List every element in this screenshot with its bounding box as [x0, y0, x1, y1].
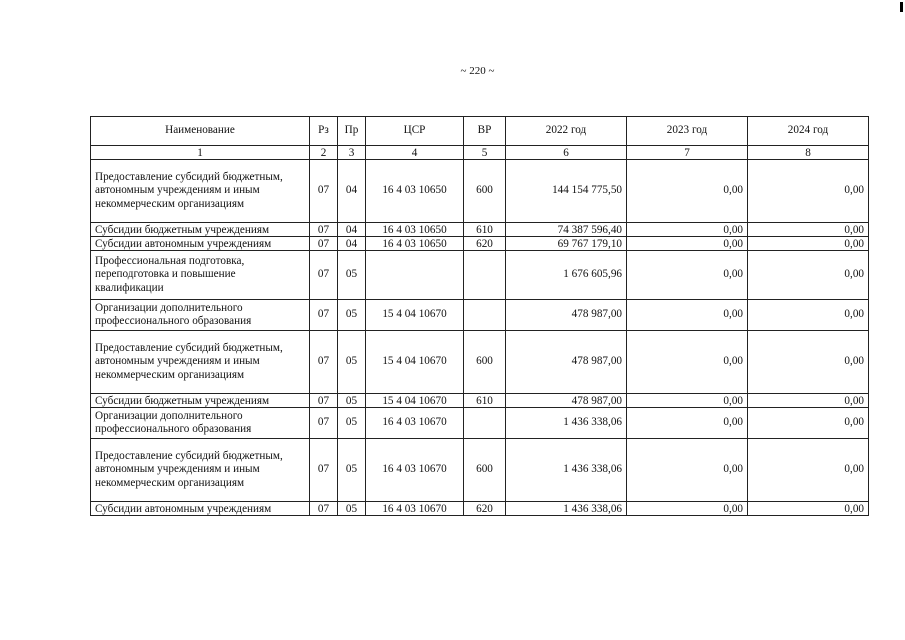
row-2024: 0,00: [748, 408, 869, 439]
row-name: Предоставление субсидий бюджетным, автономным учреждениям и иным некоммерческим организациям: [91, 160, 310, 223]
table-row: [91, 394, 869, 408]
row-vr: 620: [464, 237, 506, 251]
index-row: [91, 146, 869, 160]
page-number: ~ 220 ~: [460, 65, 495, 77]
index-cell: 4: [366, 146, 464, 160]
table-row: [91, 300, 869, 331]
row-rz: 07: [310, 160, 338, 223]
index-cell: 5: [464, 146, 506, 160]
row-csr: 15 4 04 10670: [366, 300, 464, 331]
row-2022: 478 987,00: [506, 300, 627, 331]
row-vr: 610: [464, 223, 506, 237]
row-vr: [464, 300, 506, 331]
table-row: [91, 251, 869, 300]
row-2023: 0,00: [627, 160, 748, 223]
row-name: Предоставление субсидий бюджетным, автономным учреждениям и иным некоммерческим организациям: [91, 439, 310, 502]
index-cell: 2: [310, 146, 338, 160]
row-2022: 144 154 775,50: [506, 160, 627, 223]
table-row: [91, 331, 869, 394]
row-pr: 05: [338, 300, 366, 331]
row-vr: 620: [464, 502, 506, 516]
row-2023: 0,00: [627, 251, 748, 300]
header-2023: 2023 год: [627, 117, 748, 146]
row-name: Субсидии автономным учреждениям: [91, 237, 310, 251]
row-2023: 0,00: [627, 408, 748, 439]
row-pr: 04: [338, 223, 366, 237]
row-2022: 478 987,00: [506, 394, 627, 408]
row-rz: 07: [310, 408, 338, 439]
row-pr: 05: [338, 331, 366, 394]
row-pr: 05: [338, 502, 366, 516]
index-cell: 1: [91, 146, 310, 160]
index-cell: 3: [338, 146, 366, 160]
row-2023: 0,00: [627, 237, 748, 251]
row-vr: 600: [464, 439, 506, 502]
row-csr: 15 4 04 10670: [366, 394, 464, 408]
row-2022: 1 436 338,06: [506, 408, 627, 439]
row-2024: 0,00: [748, 223, 869, 237]
row-2024: 0,00: [748, 394, 869, 408]
index-cell: 7: [627, 146, 748, 160]
row-2023: 0,00: [627, 439, 748, 502]
table-row: [91, 502, 869, 516]
row-2024: 0,00: [748, 160, 869, 223]
row-name: Предоставление субсидий бюджетным, автономным учреждениям и иным некоммерческим организациям: [91, 331, 310, 394]
row-vr: 600: [464, 331, 506, 394]
row-2022: 1 676 605,96: [506, 251, 627, 300]
row-csr: 16 4 03 10670: [366, 408, 464, 439]
row-vr: 600: [464, 160, 506, 223]
header-rz: Рз: [310, 117, 338, 146]
row-csr: 15 4 04 10670: [366, 331, 464, 394]
row-pr: 05: [338, 394, 366, 408]
edge-mark: [900, 2, 903, 12]
header-2024: 2024 год: [748, 117, 869, 146]
table-row: [91, 223, 869, 237]
row-csr: 16 4 03 10670: [366, 439, 464, 502]
header-csr: ЦСР: [366, 117, 464, 146]
table-row: [91, 408, 869, 439]
header-name: Наименование: [91, 117, 310, 146]
budget-table: [90, 116, 869, 516]
row-name: Субсидии бюджетным учреждениям: [91, 223, 310, 237]
row-2022: 69 767 179,10: [506, 237, 627, 251]
row-2023: 0,00: [627, 300, 748, 331]
row-name: Организации дополнительного профессионального образования: [91, 300, 310, 331]
row-csr: 16 4 03 10670: [366, 502, 464, 516]
row-pr: 04: [338, 237, 366, 251]
row-2024: 0,00: [748, 502, 869, 516]
row-2023: 0,00: [627, 394, 748, 408]
row-2022: 1 436 338,06: [506, 502, 627, 516]
row-rz: 07: [310, 502, 338, 516]
row-csr: 16 4 03 10650: [366, 223, 464, 237]
row-2022: 478 987,00: [506, 331, 627, 394]
row-rz: 07: [310, 251, 338, 300]
row-pr: 05: [338, 439, 366, 502]
index-cell: 8: [748, 146, 869, 160]
table-row: [91, 160, 869, 223]
row-name: Субсидии автономным учреждениям: [91, 502, 310, 516]
header-row: [91, 117, 869, 146]
table-row: [91, 237, 869, 251]
row-rz: 07: [310, 223, 338, 237]
row-pr: 05: [338, 251, 366, 300]
header-vr: ВР: [464, 117, 506, 146]
row-vr: [464, 408, 506, 439]
row-2022: 74 387 596,40: [506, 223, 627, 237]
row-rz: 07: [310, 300, 338, 331]
row-vr: [464, 251, 506, 300]
row-vr: 610: [464, 394, 506, 408]
row-pr: 05: [338, 408, 366, 439]
row-rz: 07: [310, 331, 338, 394]
header-pr: Пр: [338, 117, 366, 146]
row-rz: 07: [310, 237, 338, 251]
row-name: Субсидии бюджетным учреждениям: [91, 394, 310, 408]
row-csr: 16 4 03 10650: [366, 160, 464, 223]
header-2022: 2022 год: [506, 117, 627, 146]
row-2023: 0,00: [627, 223, 748, 237]
row-rz: 07: [310, 394, 338, 408]
row-csr: [366, 251, 464, 300]
row-csr: 16 4 03 10650: [366, 237, 464, 251]
row-name: Профессиональная подготовка, переподготовка и повышение квалификации: [91, 251, 310, 300]
row-pr: 04: [338, 160, 366, 223]
row-rz: 07: [310, 439, 338, 502]
row-2024: 0,00: [748, 251, 869, 300]
row-2024: 0,00: [748, 237, 869, 251]
index-cell: 6: [506, 146, 627, 160]
row-2024: 0,00: [748, 439, 869, 502]
row-2024: 0,00: [748, 331, 869, 394]
row-2024: 0,00: [748, 300, 869, 331]
table-row: [91, 439, 869, 502]
row-2023: 0,00: [627, 502, 748, 516]
row-name: Организации дополнительного профессионального образования: [91, 408, 310, 439]
row-2022: 1 436 338,06: [506, 439, 627, 502]
row-2023: 0,00: [627, 331, 748, 394]
